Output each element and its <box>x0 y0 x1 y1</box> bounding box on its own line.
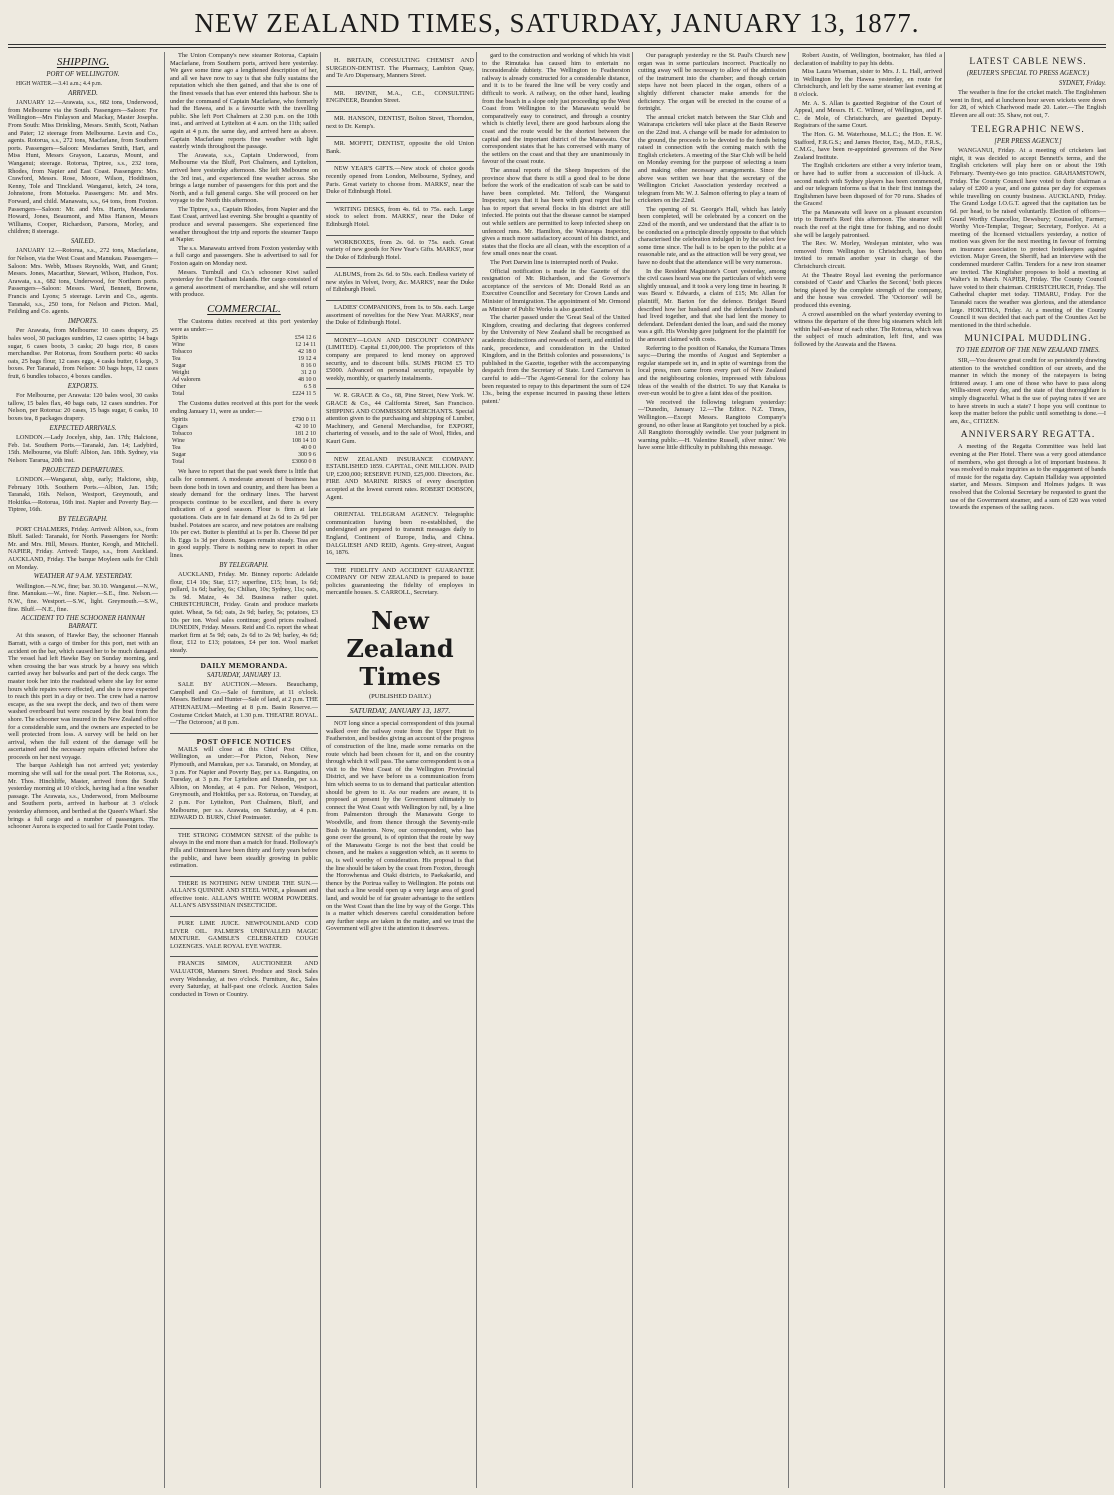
daily-memoranda <box>170 657 318 731</box>
cable-place: SYDNEY, Friday. <box>1058 79 1106 87</box>
advertisement <box>170 828 318 874</box>
projected-departures-text: LONDON.—Wanganui, ship, early; Halcione, ship, February 10th. Southern Ports.—Albion, Jan. 15th; Taranaki, 16th. Nelson, Westport, Greymouth, and Hokitika.—Rotorua, 16th inst. Napier and Poverty Bay.—Tiptree, 16th. <box>8 476 158 514</box>
advertisement-text: THE STRONG COMMON SENSE of the public is always in the end more than a match for fraud. Holloway's Pills and Ointment have been thirty and forty years before the public, and have been steadily growing in public estimation. <box>170 831 318 870</box>
duty-amount: 12 14 11 <box>295 342 316 349</box>
duty-item: Spirits <box>172 417 188 424</box>
column-commercial <box>170 52 318 1488</box>
advertisement-text: THE FIDELITY AND ACCIDENT GUARANTEE COMPANY OF NEW ZEALAND is prepared to issue policies guaranteeing the fidelity of employes in mercantile houses. S. CARROLL, Secretary. <box>326 566 474 597</box>
duty-row <box>170 438 318 445</box>
duty-amount: 40 0 0 <box>301 445 316 452</box>
advertisement-text: MONEY—LOAN AND DISCOUNT COMPANY (LIMITED). Capital £1,000,000. The proprietors of this company are prepared to lend money on approved security, and to discount bills. SUMS FROM £5 TO £5000. Advanced on personal security, repayable by weekly, monthly, or quarterly instalments. <box>326 336 474 382</box>
post-office-heading: POST OFFICE NOTICES <box>196 736 292 746</box>
advertisement-text: WORKBOXES, from 2s. 6d. to 75s. each. Great variety of new goods for New Year's Gifts. MARKS', near the Duke of Edinburgh Hotel. <box>326 238 474 261</box>
advertisement <box>326 507 474 561</box>
duty-row <box>170 356 318 363</box>
duty-item: Spirits <box>172 335 188 342</box>
duty-item: Tobacco <box>172 431 193 438</box>
high-water-line: HIGH WATER.—3.41 a.m.; 4.4 p.m. <box>16 80 103 87</box>
duty-row <box>170 424 318 431</box>
duty-amount: 42 18 0 <box>298 349 316 356</box>
news-paragraph: Robert Austin, of Wellington, bootmaker, has filed a declaration of inability to pay his debts. <box>794 52 942 67</box>
accident-heading: ACCIDENT TO THE SCHOONER HANNAH BARRATT. <box>21 615 145 630</box>
news-paragraph: The pa Manawatu will leave on a pleasant excursion trip to Burnett's Reef this afternoon. The steamer will reach the reef at the right time for fishing, and no doubt she will be largely patronised. <box>794 208 942 239</box>
duty-amount: 181 2 10 <box>295 431 316 438</box>
duty-item: Cigars <box>172 424 188 431</box>
duty-item: Sugar <box>172 452 186 459</box>
advertisement-britain-chemist <box>326 54 474 84</box>
advertisement <box>326 300 474 331</box>
news-paragraph: The opening of St. George's Hall, which has lately been completed, will be celebrated by a concert on the 22nd of the month, and we understand that the affair is to be conducted on a principle directly opposite to that which characterised the celebration indulged in by the select few some time since. The hall is to be open to the public at a reasonable rate, and as the attraction will be very great, we have no doubt that the attendance will be very numerous. <box>638 205 786 267</box>
news-paragraph: The annual cricket match between the Star Club and Wairarapa cricketers will take place at the Basin Reserve on the 22nd inst. A change will be made for admission to the ground, the proceeds to be devoted to the funds being raised in connection with the coming match with the English cricketers. A meeting of the Star Club will be held on Monday evening for the purpose of selecting a team and making other necessary arrangements. Since the above was written we hear that the secretary of the Wellington Cricket Association yesterday received a telegram from Mr. W. J. Salmon offering to play a team of cricketers on the 22nd. <box>638 113 786 205</box>
news-paragraph: Miss Laura Wiseman, sister to Mrs. J. L. Hall, arrived in Wellington by the Hawea yesterday, en route for Christchurch, and left by the same steamer last evening at 8 o'clock. <box>794 68 942 98</box>
duty-row <box>170 384 318 391</box>
weather-heading: WEATHER AT 9 A.M. YESTERDAY. <box>33 573 133 581</box>
advertisement-text: ALBUMS, from 2s. 6d. to 50s. each. Endless variety of new styles in Velvet, Ivory, &c. MARKS', near the Duke of Edinburgh Hotel. <box>326 271 474 294</box>
editorial-continuation: gard to the construction and working of which his visit to the Rimutaka has caused him to entertain no inconsiderable dubiety. The Wellington to Featherston railway is already constructed for a considerable distance, and it is to be feared the line will be very costly and difficult to work. A railway, on the other hand, leading from the beach in a slope only just proceeding up the West Coast from Wellington to the Manawatu would be comparatively easy to construct, and through a country which is chiefly level, there are good harbours along the coast and the route would be the shortest between the capital and the important district of the Manawatu. Our correspondent states that he has conversed with many of the settlers on the coast and that they are unanimously in favour of the coast route. <box>482 52 630 166</box>
shipping-note: The Union Company's new steamer Rotorua, Captain Macfarlane, from Southern ports, arrived here yesterday. We gave some time ago a lengthened description of her, and all we have now to say is that she fully sustains the reputation which she then gained, and that she is one of the finest vessels that has ever entered this harbour. She is under the command of Captain Macfarlane, who formerly had the Hawea, and is a favourite with the travelling public. She left Port Chalmers at 2.30 p.m. on the 10th inst., and arrived at Lyttelton at 4 a.m. on the 11th; sailed again at 4 p.m. the same day, and arrived here as above. Captain Macfarlane reports fine weather with light easterly winds throughout the passage. <box>170 52 318 151</box>
column-editorial-cont <box>482 52 630 1488</box>
published-daily-note: (PUBLISHED DAILY.) <box>368 693 432 701</box>
news-paragraph: We received the following telegram yesterday:—'Dunedin, January 12.—The Editor. N.Z. Times, Wellington.—Except Messrs. Rangitoto Company's ground, no other lease at Rangitoto yet touched by a pick. All Rangitoto thoroughly swindle. Use your judgment in warning public.—H. Valentine Russell, silver miner.' We have some little difficulty in publishing this message. <box>638 398 786 452</box>
telegraphic-text: WANGANUI, Friday. At a meeting of cricketers last night, it was decided to accept Bennett's terms, and the English cricketers will play here on or about the 19th February. Twenty-two go into practice. GRAHAMSTOWN, Friday. The County Council have voted to their chairman a salary of £200 a year, and one guinea per day for expenses while travelling on county business. AUCKLAND, Friday. The Grand Lodge I.O.G.T. agreed that the capitation tax be 6d. per head, to be raised voluntarily. Election of officers—Grand Worthy Chancellor, Dewsbury; Counsellor, Farmer; Worthy Vice-Templar, Tregear; Secretary, Fordyce. At a meeting of the licensed victuallers yesterday, a notice of motion was given for the next meeting in favour of forming an insurance association to protect hotelkeepers against eviction. Major Green, the Sheriff, had an interview with the condemned murderer Caffin. Tenders for a new iron steamer are invited. The Kingfisher proposes to hold a meeting at Walter's in March. NAPIER, Friday. The County Council have voted to their chairman. CHRISTCHURCH, Friday. The Cathedral chapter met today. TIMARU, Friday. For the Taranaki races the weather was glorious, and the attendance large. HOKITIKA, Friday. At a meeting of the County Council it was decided that each part of the Counties Act be mentioned in the third schedule. <box>950 147 1106 329</box>
imports-heading: IMPORTS. <box>67 317 98 325</box>
news-paragraph: Our paragraph yesterday re the St. Paul's Church new organ was in some particulars incorrect. Practically no cutting away will be necessary to allow of the admission of the instrument into the chamber; and though certain steps have not been placed in the organ, others of a slightly different character make amends for the deficiency. The organ will be erected in the course of a fortnight. <box>638 52 786 113</box>
duty-item: Total <box>172 391 185 398</box>
news-paragraph: Referring to the position of Kanaka, the Kumara Times says:—During the months of August and September a regular stampede set in, and in spite of warnings from the local press, men came from every part of New Zealand and the neighbouring colonies, impressed with fabulous ideas of the wealth of the district. To say that Kanaka is over-run would be to give a faint idea of the position. <box>638 344 786 398</box>
by-telegraph-text: PORT CHALMERS, Friday. Arrived: Albion, s.s., from Bluff. Sailed: Taranaki, for North. Passengers for North: Mr. and Mrs. Hill, Messrs. Hunter, Keogh, and Mitchell. NAPIER, Friday. Arrived: Taupo, s.s., from Auckland. AUCKLAND, Friday. The barque Moyleen sails for Chili on Monday. <box>8 525 158 571</box>
latest-cable-heading: LATEST CABLE NEWS. <box>969 57 1087 67</box>
duty-item: Ad valorem <box>172 377 201 384</box>
regatta-text: A meeting of the Regatta Committee was held last evening at the Pier Hotel. There was a very good attendance of members, who got through a lot of important business. It was resolved to make inquiries as to the engagement of bands of music for the regatta day. Captain Halliday was appointed starter, and Messrs. Simpson and Holmes judges. It was resolved that the Colonial Secretary be requested to grant the use of the Government steamer, and a sum of £20 was voted towards the expenses of the sailing races. <box>950 443 1106 512</box>
projected-departures-heading: PROJECTED DEPARTURES. <box>41 466 125 474</box>
duty-amount: 8 16 0 <box>301 363 316 370</box>
duty-amount: 42 10 10 <box>295 424 316 431</box>
advertisement <box>170 876 318 914</box>
sailed-text: JANUARY 12.—Rotorua, s.s., 272 tons, Macfarlane, for Nelson, via the West Coast and Manukau. Passengers—Saloon: Mrs. Webb, Misses Reynolds, Watt, and Grant; Messrs. Jones, Macarthur, Stewart, Wilson, Hudson, Fox. Arawata, s.s., 682 tons, Underwood, for Northern ports. Passengers—Saloon: Messrs. Ward, Bennett, Browne, Francis and Lyons; 5 steerage. Levin and Co., agents. Taranaki, s.s., 250 tons, for Nelson and Picton. Mail, Feilding and Co. agents. <box>8 247 158 316</box>
advertisement-text: W. R. GRACE & Co., 68, Pine Street, New York. W. GRACE & Co., 44 California Street, San Francisco. SHIPPING AND COMMISSION MERCHANTS. Special attention given to the purchasing and shipping of Lumber, Machinery, and General Merchandise, for EXPORT, chartering of vessels, and to the sale of Wool, Hides, and Kauri Gum. <box>326 392 474 445</box>
sailed-heading: SAILED. <box>70 237 96 245</box>
duty-row <box>170 391 318 398</box>
advertisement-text: MR. IRVINE, M.A., C.E., CONSULTING ENGINEER, Brandon Street. <box>326 89 474 105</box>
duty-amount: 108 14 10 <box>292 438 316 445</box>
imports-text: Per Arawata, from Melbourne: 10 cases drapery, 25 bales wool, 30 packages sundries, 12 cases spirits; 14 bags sugar, 6 cases boots, 3 casks; 20 bags rice, 8 cases merchandise. Per Rotorua, from Southern ports: 40 sacks oats, 25 bags flour, 12 cases eggs, 4 casks butter, 6 kegs, 3 boxes. Per Taranaki, from Nelson: 30 bags hops, 12 cases fruit, 6 bundles tobacco, 4 boxes candles. <box>8 327 158 380</box>
duty-row <box>170 377 318 384</box>
duty-row <box>170 342 318 349</box>
advertisement-text: NEW YEAR'S GIFTS.—New stock of choice goods recently opened from London, Melbourne, Sydney, and Paris. Great variety to choose from. MARKS', near the Duke of Edinburgh Hotel. <box>326 165 474 196</box>
memoranda-heading: DAILY MEMORANDA. <box>200 660 288 670</box>
advertisement-text: WRITING DESKS, from 4s. 6d. to 75s. each. Large stock to select from. MARKS', near the Duke of Edinburgh Hotel. <box>326 205 474 228</box>
advertisement <box>326 333 474 387</box>
advertisement <box>326 388 474 449</box>
arrived-heading: ARRIVED. <box>68 89 98 97</box>
duty-amount: 300 9 6 <box>298 452 316 459</box>
advertisement-text: MR. MOFFIT, DENTIST, opposite the old Union Bank. <box>326 140 474 155</box>
cable-subheading: (REUTER'S SPECIAL TO PRESS AGENCY.) <box>966 70 1090 77</box>
duty-amount: 31 2 0 <box>301 370 316 377</box>
memoranda-date: SATURDAY, JANUARY 13. <box>206 671 282 679</box>
exports-heading: EXPORTS. <box>67 382 99 390</box>
column-cable-telegraph <box>950 52 1106 1488</box>
arrived-text: JANUARY 12.—Arawata, s.s., 682 tons, Underwood, from Melbourne via the South. Passengers—Saloon: For Wellington—Mrs Finlayson and Mackay, Master Josephs. From South: Miss Drinkling, Messrs. Smith, Scott, Nathan and Pater; 12 steerage from Melbourne. Levin and Co., agents. Rotorua, s.s., 272 tons, Macfarlane, from Southern ports. Passengers—Saloon: Mesdames Smith, Hart, and Miss Hunt, Messrs Grayson, Lazarus, Mount, and Wanganui; steerage. Rotorua, Tiptree, s.s., 232 tons, Rhodes, from Napier and East Coast. Passengers: Mrs. Crawford, Messrs. Rose, Moore, Wilson, Hoddinson, Kenny, Tole and Tinckland. Wanganui, ketch, 24 tons, Johnstone, from Motueka. Passengers: Mr. and Mrs. Forward, and child. Manawatu, s.s., 64 tons, from Foxton. Passengers—Saloon: Mr. and Mrs. Harris, Mesdames Howard, Jones, Beaumont, and Miss Hanson, Messrs Williams, Cooper, Richardson, Parsons, Morley, and children; 8 steerage. <box>8 99 158 236</box>
news-paragraph: The Hon. G. M. Waterhouse, M.L.C.; the Hon. E. W. Stafford, F.R.G.S.; and James Hector, Esq., M.D., F.R.S., C.M.G., have been re-appointed governors of the New Zealand Institute. <box>794 130 942 161</box>
shipping-note: Messrs. Turnbull and Co.'s schooner Kiwi sailed yesterday for the Chatham Islands. Her cargo consisted of a general assortment of merchandise, and she will return with produce. <box>170 268 318 299</box>
column-shipping <box>8 52 158 1488</box>
duty-row <box>170 417 318 424</box>
shipping-note: The Arawata, s.s., Captain Underwood, from Melbourne via the Bluff, Port Chalmers, and Lyttelton, arrived here yesterday afternoon. She left Melbourne on the 3rd inst., and experienced fine weather across. She brings a large number of passengers for this port and the North, and a full general cargo. She will proceed on her voyage to the North this afternoon. <box>170 151 318 205</box>
paper-nameplate: New Zealand Times <box>346 606 454 692</box>
cable-text: The weather is fine for the cricket match. The Englishmen went in first, and at luncheon hour seven wickets were down for 28, of which Charlwood made 20. Later.—The English Eleven are all out: 35. Shaw, not out, 7. <box>950 89 1106 119</box>
customs-duties-table <box>170 335 318 398</box>
duty-item: Total <box>172 459 185 466</box>
commercial-telegraph-heading: BY TELEGRAPH. <box>219 561 269 569</box>
news-paragraph: The English cricketers are either a very inferior team, or have had to suffer from a succession of ill-luck. A second match with Sydney players has been commenced, and our telegram informs us that in their first innings the Englishmen have been disposed of for 70 runs. Shades of the Graces! <box>794 162 942 208</box>
news-paragraph: The annual reports of the Sheep Inspectors of the province show that there is still a good deal to be done before the work of the eradication of scab can be said to have been completed. Mr. Telford, the Wanganui Inspector, says that it has been with great regret that he has to report that several flocks in his district are still infected. He points out that the disease cannot be stamped out while settlers are permitted to keep infected sheep on unfenced runs. Mr. Hamilton, the Wairarapa Inspector, gives a much more satisfactory account of his district, and states that the flocks are all clean, with the exception of a few small ones near the coast. <box>482 166 630 258</box>
duty-item: Wine <box>172 342 185 349</box>
customs-week-intro: The Customs duties received at this port for the week ending January 11, were as under:— <box>170 400 318 415</box>
advertisement <box>326 86 474 109</box>
advertisement <box>326 111 474 134</box>
news-paragraph: A crowd assembled on the wharf yesterday evening to witness the departure of the three big steamers which left within half-an-hour of each other. The Rotorua, which was the subject of much admiration, left first, and was followed by the Arawata and the Hawea. <box>794 310 942 348</box>
shipping-note: The s.s. Manawatu arrived from Foxton yesterday with a full cargo and passengers. She is advertised to sail for Foxton again on Monday next. <box>170 244 318 268</box>
duty-row <box>170 431 318 438</box>
arrivals-notes-text: The barque Ashleigh has not arrived yet; yesterday morning she will sail for the usual port. The Rotorua, s.s., Mr. Thos. Hinchliffe, Master, arrived from the South yesterday morning at 10 o'clock, having had a fine weather passage. The Arawata, s.s., Underwood, from Melbourne and Southern ports, arrived in harbour at 3 o'clock yesterday afternoon, and berthed at the Queen's Wharf. She brings a full cargo and a number of passengers. The schooner Aurora is expected to sail for Castle Point today. <box>8 762 158 831</box>
duty-item: Wine <box>172 438 185 445</box>
advertisement-text: THERE IS NOTHING NEW UNDER THE SUN.—ALLAN'S QUININE AND STEEL WINE, a pleasant and effective tonic. ALLAN'S WHITE WORM POWDERS. ALLAN'S ABYSSINIAN INSECTICIDE. <box>170 879 318 910</box>
municipal-muddling-heading: MUNICIPAL MUDDLING. <box>964 334 1092 345</box>
duty-amount: 48 10 0 <box>298 377 316 384</box>
masthead-rule-bottom <box>8 47 1106 48</box>
column-local-news-2 <box>794 52 942 1488</box>
regatta-heading: ANNIVERSARY REGATTA. <box>960 430 1096 441</box>
letter-to-editor-line: TO THE EDITOR OF THE NEW ZEALAND TIMES. <box>955 347 1100 355</box>
advertisement-text: MR. HANSON, DENTIST, Bolton Street, Thorndon, next to Dr. Kemp's. <box>326 114 474 130</box>
advertisement <box>326 452 474 506</box>
post-office-notices <box>170 733 318 826</box>
duty-item: Tobacco <box>172 349 193 356</box>
advertisement-text: NEW ZEALAND INSURANCE COMPANY. ESTABLISHED 1859. CAPITAL, ONE MILLION. PAID UP, £200,000; RESERVE FUND, £25,000. Directors, &c. FIRE AND MARINE RISKS of every description accepted at the lowest current rates. ROBERT DOBSON, Agent. <box>326 455 474 501</box>
advertisement <box>326 563 474 601</box>
advertisement <box>326 235 474 266</box>
port-subheading: PORT OF WELLINGTON. <box>46 71 120 78</box>
duty-row <box>170 459 318 466</box>
news-paragraph: In the Resident Magistrate's Court yesterday, among the civil cases heard was one the particulars of which were slightly unusual, and it took a very long time in hearing. It was Beard v. Edwards, a claim of £15; Mr. Allan for plaintiff, Mr. Barton for the defence. Bridget Beard described how her husband and the defendant's husband had lived together, and that she had lent the money to defendant. Defendant denied the loan, and said the money was a gift. His Worship gave judgment for the plaintiff for the amount claimed with costs. <box>638 267 786 343</box>
advertisement-text: H. BRITAIN, CONSULTING CHEMIST AND SURGEON-DENTIST. The Pharmacy, Lambton Quay, and Te Aro Dispensary, Manners Street. <box>326 57 474 80</box>
duty-item: Sugar <box>172 363 186 370</box>
newspaper-columns <box>8 52 1108 1488</box>
shipping-note: The Tiptree, s.s., Captain Rhodes, from Napier and the East Coast, arrived last evening. She brought a quantity of produce and several passengers. She experienced fine weather throughout the trip and reports the steamer Taupo at Napier. <box>170 205 318 244</box>
news-paragraph: The charter passed under the 'Great Seal of the United Kingdom, creating and declaring that degrees conferred by the University of New Zealand shall be recognised as academic distinctions and rewards of merit, and entitled to rank, precedence, and consideration in the United Kingdom, and in the British colonies and possessions,' is published in the Gazette, together with the accompanying despatch from the Secretary of State. Lord Carnarvon is careful to add—'The Agent-General for the colony has been requested to repay to this department the sum of £24 13s., being the expense incurred in passing these letters patent.' <box>482 314 630 405</box>
duty-row <box>170 445 318 452</box>
duty-item: Other <box>172 384 186 391</box>
news-paragraph: The Rev. W. Morley, Wesleyan minister, who was removed from Wellington to Christchurch, has been invited to remain another year in charge of the Christchurch circuit. <box>794 240 942 271</box>
advertisement <box>326 267 474 298</box>
duty-amount: £790 0 11 <box>292 417 316 424</box>
advertisement-text: ORIENTAL TELEGRAM AGENCY. Telegraphic communication having been re-established, the undersigned are prepared to transmit messages daily to England, Continent of Europe, India, and China. DALGLIESH AND REID, Agents. Grey-street, August 16, 1876. <box>326 511 474 557</box>
duty-amount: £3060 0 8 <box>292 459 316 466</box>
expected-arrivals-heading: EXPECTED ARRIVALS. <box>49 424 117 432</box>
news-paragraph: At the Theatre Royal last evening the performance consisted of 'Caste' and 'Charles the Second,' both pieces being played by the complete strength of the company, and the house was crowded. The 'Octoroon' will be produced this evening. <box>794 271 942 309</box>
advertisement <box>326 161 474 199</box>
editorial-dateline: SATURDAY, JANUARY 13, 1877. <box>326 704 474 718</box>
duty-row <box>170 452 318 459</box>
duty-amount: £224 11 5 <box>292 391 316 398</box>
advertisement <box>170 956 318 1002</box>
expected-arrivals-text: LONDON.—Lady Jocelyn, ship, Jan. 17th; Halcione, Feb. 1st. Southern Ports.—Taranaki, Jan. 14; Ladybird, 15th. Melbourne, via Bluff: Albion, Jan. 18th. Sydney, via Nelson: Tararua, 20th inst. <box>8 434 158 464</box>
commercial-intro: The Customs duties received at this port yesterday were as under:— <box>170 318 318 333</box>
customs-duties-week-table <box>170 417 318 466</box>
duty-row <box>170 370 318 377</box>
editorial-text: NOT long since a special correspondent of this journal walked over the railway route from the Upper Hutt to Featherston, and besides giving an account of the progress of construction of the line, made some remarks on the route which had been chosen for it, and on the country through which it will pass. The same correspondent is on a visit to the West Coast of the Wellington Provincial District, and we have before us a communication from him which seems to us to demand that particular attention should be given to it. As our readers are aware, it is proposed at present by the Government ultimately to connect the West Coast with Wellington by rail, by a line from Palmerston through the Manawatu Gorge to Woodville, and from thence through the Seventy-mile Bush to Masterton. Now, our correspondent, who has gone over the ground, is of opinion that the route by way of the Manawatu Gorge is not the best that could be chosen, and he makes a suggestion which, as it seems to us, is well worthy of consideration. His proposal is that the line should be taken by the coast from Foxton, through the Horowhenua and Otaki districts, to Paekakariki, and thence by the Porirua valley to Wellington. He points out that such a line would open up a very large area of good land, and would be of far greater advantage to the settlers on the West Coast than the line by way of the Gorge. This is a matter which deserves careful consideration before any further steps are taken in the matter, and we trust the Government will give it the attention it deserves. <box>326 720 474 933</box>
column-local-news <box>638 52 786 1488</box>
by-telegraph-heading: BY TELEGRAPH. <box>58 516 108 524</box>
advertisement-text: PURE LIME JUICE. NEWFOUNDLAND COD LIVER OIL. PALMER'S UNRIVALLED MAGIC MIXTURE. GAMBLE'S CELEBRATED COUGH LOZENGES. VALE ROYAL EYE WATER. <box>170 920 318 950</box>
duty-row <box>170 335 318 342</box>
memoranda-text: SALE BY AUCTION.—Messrs. Beauchamp, Campbell and Co.—Sale of furniture, at 11 o'clock. Messrs. Bethune and Hunter—Sale of land, at 2 p.m. THE ATHENAEUM.—Meeting at 8 p.m. Basin Reserve.—Costume Cricket Match, at 1.30 p.m. THEATRE ROYAL.—'The Octoroon,' at 8 p.m. <box>170 681 318 727</box>
advertisement <box>326 136 474 159</box>
duty-amount: £54 12 6 <box>295 335 316 342</box>
duty-row <box>170 363 318 370</box>
duty-amount: 19 12 4 <box>298 356 316 363</box>
duty-amount: 6 5 8 <box>304 384 316 391</box>
commercial-telegraph-text: AUCKLAND, Friday. Mr. Binney reports: Adelaide flour, £14 10s; Star, £17; superfine, £15; bran, 1s 6d; pollard, 1s 6d; barley, 6s; Chilian, 10s; Sydney, 11s; oats, 3s 9d. Maize, 4s 3d. Business rather quiet. CHRISTCHURCH, Friday. Grain and produce markets quiet. Wheat, 5s 6d; oats, 2s 9d; barley, 5s; potatoes, £3 10s per ton. Wool sales continue; good prices realised. DUNEDIN, Friday. Messrs. Reid and Co. report the wheat market firm at 5s 9d; oats, 2s 6d to 2s 9d; barley, 4s 6d; flour, £12 to £13; potatoes, £4 per ton. Wool market steady. <box>170 571 318 655</box>
telegraphic-subheading: [PER PRESS AGENCY.] <box>994 137 1062 145</box>
advertisement <box>326 202 474 233</box>
advertisement <box>170 916 318 954</box>
advertisement-text: LADIES' COMPANIONS, from 1s. to 50s. each. Large assortment of novelties for the New Year. MARKS', near the Duke of Edinburgh Hotel. <box>326 304 474 327</box>
commercial-report: We have to report that the past week there is little that calls for comment. A moderate amount of business has been done both in town and country, and there has been a steady demand for the ordinary lines. The harvest prospects continue to be excellent, and there is every indication of a good season. Flour is firm at late quotations. Oats are in fair demand at 2s 6d to 2s 9d per bushel. Potatoes are scarce, and new potatoes are realising 10s per cwt. Butter is plentiful at 1s per lb. Cheese 8d per lb. Eggs 1s 3d per dozen. Sugars remain steady. Teas are in good supply. There is nothing new to report in other lines. <box>170 468 318 559</box>
post-office-text: MAILS will close at this Chief Post Office, Wellington, as under:—For Picton, Nelson, New Plymouth, and Manukau, per s.s. Taranaki, on Monday, at 3 p.m. For Napier and Poverty Bay, per s.s. Rangatira, on Tuesday, at 3 p.m. For Lyttelton and Dunedin, per s.s. Albion, on Monday, at 4 p.m. For Nelson, Westport, Greymouth, and Hokitika, per s.s. Rotorua, on Tuesday, at 2 p.m. For Lyttelton, Port Chalmers, Bluff, and Melbourne, per s.s. Arawata, on Saturday, at 4 p.m. EDWARD D. BURN, Chief Postmaster. <box>170 745 318 822</box>
duty-item: Weight <box>172 370 190 377</box>
column-adverts-editorial <box>326 52 474 1488</box>
exports-text: For Melbourne, per Arawata: 120 bales wool, 30 casks tallow, 15 bales flax, 40 bags oats, 12 cases sundries. For Nelson, per Rotorua: 20 cases, 15 bags sugar, 6 casks, 10 boxes tea, 8 packages drapery. <box>8 392 158 422</box>
news-paragraph: Official notification is made in the Gazette of the resignation of Mr. Richardson, and the Governor's acceptance of the services of Mr. Donald Reid as an Executive Councillor and Secretary for Crown Lands and Minister of Immigration. The appointment of Mr. Ormond as Minister of Public Works is also gazetted. <box>482 267 630 313</box>
duty-item: Tea <box>172 445 181 452</box>
letter-text: SIR,—You deserve great credit for so persistently drawing attention to the wretched condition of our streets, and the manner in which the money of the ratepayers is being frittered away. I am one of those who have to pass along Willis-street every day, and the state of that thoroughfare is simply disgraceful. What is the use of paying rates if we are to have streets in such a state? I hope you will continue to keep the matter before the public until something is done.—I am, &c., CITIZEN. <box>950 357 1106 425</box>
section-heading-commercial: COMMERCIAL. <box>207 303 281 315</box>
news-paragraph: The Port Darwin line is interrupted north of Peake. <box>490 259 619 267</box>
duty-item: Tea <box>172 356 181 363</box>
masthead <box>0 0 1114 46</box>
section-heading-shipping: SHIPPING. <box>56 56 110 68</box>
accident-text: At this season, of Hawke Bay, the schooner Hannah Barratt, with a cargo of timber for this port, met with an accident on the bar, which caused her to be much damaged. The vessel had left Hawke Bay on Sunday morning, and when crossing the bar was struck by a heavy sea which carried away her bulwarks and part of the deck cargo. The master took her into the roadstead where she lay for some hours while repairs were effected, and she is now expected to reach this port in a day or two. The crew had a narrow escape, as the sea swept the deck, and two of them were washed overboard but were rescued by the boat from the shore. The schooner was insured in the New Zealand office for a considerable sum, and the owners are expected to be well protected from loss. A survey will be held on her arrival, when the full extent of the damage will be ascertained and the necessary repairs effected before she proceeds on her next voyage. <box>8 632 158 761</box>
telegraphic-news-heading: TELEGRAPHIC NEWS. <box>971 124 1085 135</box>
newspaper-masthead-title: NEW ZEALAND TIMES, SATURDAY, JANUARY 13, 1877. <box>194 8 920 38</box>
duty-row <box>170 349 318 356</box>
advertisement-text: FRANCIS SIMON, AUCTIONEER AND VALUATOR, Manners Street. Produce and Stock Sales every Wednesday, at two o'clock. Furniture, &c., Sales every Saturday, at half-past one o'clock. Auction Sales conducted in Town or Country. <box>170 960 318 998</box>
news-paragraph: Mr. A. S. Allan is gazetted Registrar of the Court of Appeal, and Messrs. H. C. Wilmer, of Wellington, and F. C. de Mole, of Christchurch, are gazetted Deputy-Registrars of the same Court. <box>794 99 942 130</box>
weather-text: Wellington.—N.W., fine; bar. 30.10. Wanganui.—N.W., fine. Manukau.—W., fine. Napier.—S.E., fine. Nelson.—N.W., fine. Westport.—S.W., light. Greymouth.—S.W., fine. Bluff.—N.E., fine. <box>8 582 158 613</box>
masthead-rule-top <box>8 44 1106 45</box>
